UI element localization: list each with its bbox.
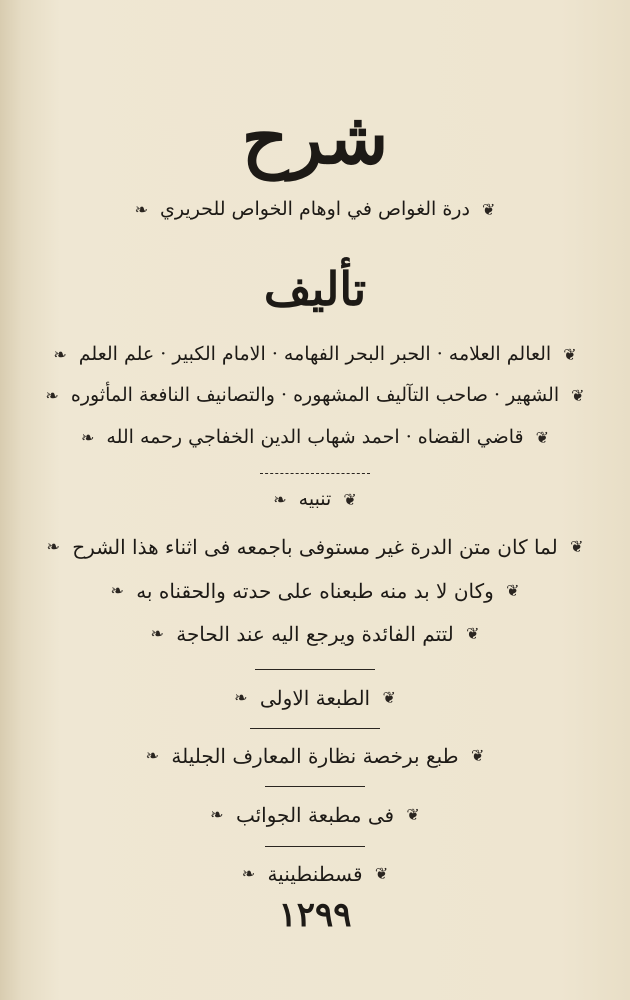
city-text: قسطنطينية xyxy=(267,861,363,886)
fleuron-icon: ❦ xyxy=(466,624,480,643)
author-heading xyxy=(0,258,630,316)
fleuron-icon: ❦ xyxy=(571,385,585,405)
fleuron-icon: ❦ xyxy=(343,489,357,509)
year-text: ١٢٩٩ xyxy=(278,895,352,935)
notice-line-2 xyxy=(0,577,630,603)
fleuron-icon: ❦ xyxy=(382,688,396,707)
city-line xyxy=(0,860,630,886)
notice-line-1 xyxy=(0,533,630,559)
subtitle-line xyxy=(0,197,630,220)
subtitle-text: درة الغواص في اوهام الخواص للحريري xyxy=(160,198,470,220)
fleuron-icon: ❦ xyxy=(406,805,420,824)
edition-text: الطبعة الاولى xyxy=(259,685,371,710)
author-line-text: قاضي القضاه · احمد شهاب الدين الخفاجي رحمه الله xyxy=(106,426,524,448)
fleuron-icon: ❦ xyxy=(535,427,550,447)
divider xyxy=(265,846,365,847)
fleuron-icon: ❧ xyxy=(150,624,164,643)
license-line xyxy=(0,742,630,768)
fleuron-icon: ❧ xyxy=(110,581,124,600)
fleuron-icon: ❧ xyxy=(46,537,60,556)
fleuron-icon: ❧ xyxy=(80,427,95,447)
notice-heading xyxy=(0,487,630,510)
fleuron-icon: ❦ xyxy=(563,344,577,364)
fleuron-icon: ❧ xyxy=(134,199,148,219)
edition-line xyxy=(0,684,630,710)
fleuron-icon: ❦ xyxy=(570,537,584,556)
main-title xyxy=(0,88,630,180)
notice-line-text: وكان لا بد منه طبعناه على حدته والحقناه به xyxy=(136,578,494,603)
fleuron-icon: ❧ xyxy=(45,385,59,405)
divider xyxy=(250,728,380,729)
fleuron-icon: ❧ xyxy=(53,344,67,364)
fleuron-icon: ❧ xyxy=(273,489,287,509)
author-heading-text: تأليف xyxy=(263,262,367,316)
fleuron-icon: ❦ xyxy=(374,864,389,883)
author-line-3 xyxy=(0,425,630,448)
notice-heading-text: تنبيه xyxy=(298,488,332,510)
author-line-text: العالم العلامه · الحبر البحر الفهامه · الامام الكبير · علم العلم xyxy=(78,343,552,365)
license-text: طبع برخصة نظارة المعارف الجليلة xyxy=(171,743,459,768)
fleuron-icon: ❦ xyxy=(470,746,485,765)
main-title-text: شرح xyxy=(241,94,389,180)
year-line xyxy=(0,893,630,935)
press-text: فى مطبعة الجوائب xyxy=(235,802,395,827)
divider xyxy=(255,669,375,670)
fleuron-icon: ❧ xyxy=(210,805,224,824)
fleuron-icon: ❦ xyxy=(482,199,496,219)
notice-line-text: لما كان متن الدرة غير مستوفى باجمعه فى اثناء هذا الشرح xyxy=(72,534,558,559)
fleuron-icon: ❧ xyxy=(234,688,248,707)
author-line-2 xyxy=(0,383,630,406)
notice-line-3 xyxy=(0,620,630,646)
fleuron-icon: ❧ xyxy=(241,864,256,883)
author-line-text: الشهير · صاحب التآليف المشهوره · والتصانيف النافعة المأثوره xyxy=(70,384,560,406)
fleuron-icon: ❦ xyxy=(506,581,520,600)
divider xyxy=(260,473,370,474)
notice-line-text: لتتم الفائدة ويرجع اليه عند الحاجة xyxy=(176,621,454,646)
author-line-1 xyxy=(0,342,630,365)
divider xyxy=(265,786,365,787)
press-line xyxy=(0,801,630,827)
fleuron-icon: ❧ xyxy=(145,746,160,765)
